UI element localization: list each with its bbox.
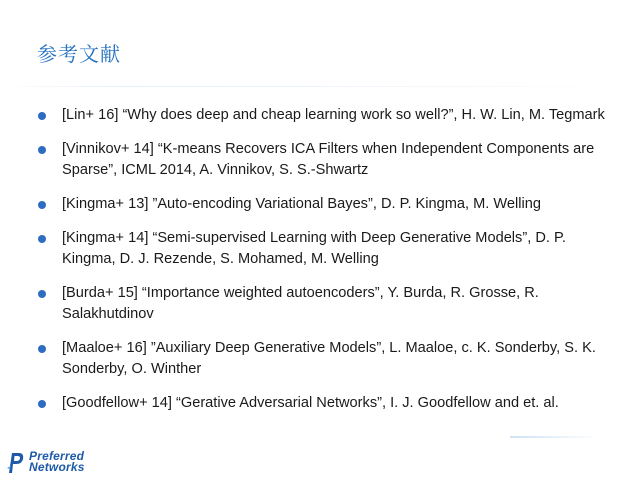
reference-item: [37, 283, 607, 325]
reference-item: [37, 393, 607, 414]
bullet-icon: [38, 146, 46, 154]
reference-text: [Kingma+ 13] ”Auto-encoding Variational Bayes”, D. P. Kingma, M. Welling: [62, 196, 541, 212]
logo-text-line2: Networks: [29, 460, 85, 474]
company-logo: [6, 449, 85, 475]
logo-mark-icon: [6, 449, 26, 475]
bullet-icon: [38, 290, 46, 298]
bullet-icon: [38, 345, 46, 353]
reference-item: [37, 228, 607, 270]
bullet-icon: [38, 235, 46, 243]
reference-item: [37, 194, 607, 215]
reference-text: [Vinnikov+ 14] “K-means Recovers ICA Filters when Independent Components are Sparse”, ICML 2014, A. Vinnikov, S. S.-Shwartz: [62, 141, 595, 178]
reference-item: [37, 139, 607, 181]
reference-text: [Maaloe+ 16] ”Auxiliary Deep Generative Models”, L. Maaloe, c. K. Sonderby, S. K. Sonderby, O. Winther: [62, 340, 596, 377]
reference-text: [Goodfellow+ 14] “Gerative Adversarial Networks”, I. J. Goodfellow and et. al.: [62, 395, 559, 411]
reference-list: [37, 105, 607, 427]
footer-divider: [510, 436, 600, 438]
reference-text: [Burda+ 15] “Importance weighted autoencoders”, Y. Burda, R. Grosse, R. Salakhutdinov: [62, 285, 539, 322]
reference-text: [Kingma+ 14] “Semi-supervised Learning with Deep Generative Models”, D. P. Kingma, D. J. Rezende, S. Mohamed, M. Welling: [62, 230, 566, 267]
bullet-icon: [38, 400, 46, 408]
bullet-icon: [38, 201, 46, 209]
title-divider: [0, 86, 638, 87]
slide-title: 参考文献: [37, 42, 121, 66]
logo-text-line1: Preferred: [29, 449, 85, 463]
reference-item: [37, 105, 607, 126]
reference-text: [Lin+ 16] “Why does deep and cheap learning work so well?”, H. W. Lin, M. Tegmark: [62, 107, 605, 123]
bullet-icon: [38, 112, 46, 120]
reference-item: [37, 338, 607, 380]
